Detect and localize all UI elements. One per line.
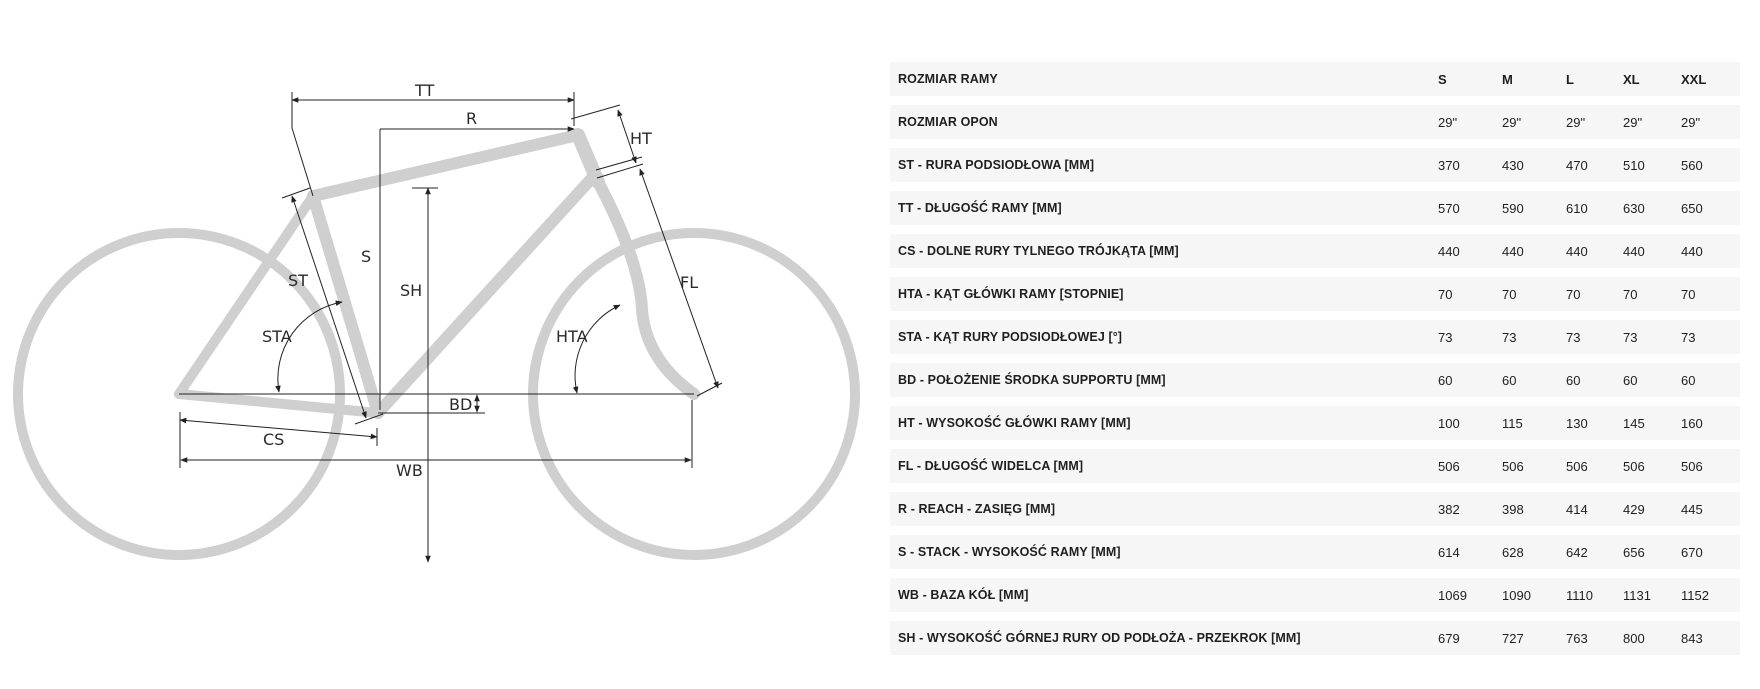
row-value: 763	[1566, 621, 1623, 655]
row-value: 506	[1681, 449, 1740, 483]
row-value: 73	[1438, 320, 1502, 354]
table-row	[890, 320, 1740, 354]
row-value: 73	[1566, 320, 1623, 354]
label-bd: BD	[449, 395, 473, 414]
frame	[179, 135, 694, 413]
label-tt: TT	[415, 81, 435, 100]
table-row	[890, 621, 1740, 655]
table-row	[890, 148, 1740, 182]
row-param-label: R - REACH - ZASIĘG [MM]	[890, 492, 1438, 526]
row-value: 130	[1566, 406, 1623, 440]
header-param: ROZMIAR RAMY	[890, 62, 1438, 96]
row-value: 630	[1623, 191, 1681, 225]
row-value: 60	[1681, 363, 1740, 397]
row-value: 60	[1502, 363, 1566, 397]
row-value: 440	[1566, 234, 1623, 268]
table-row	[890, 449, 1740, 483]
row-value: 29"	[1623, 105, 1681, 139]
label-cs: CS	[263, 430, 285, 449]
row-value: 843	[1681, 621, 1740, 655]
row-value: 70	[1438, 277, 1502, 311]
row-value: 642	[1566, 535, 1623, 569]
seatstay	[179, 196, 313, 394]
table-row	[890, 578, 1740, 612]
row-value: 727	[1502, 621, 1566, 655]
row-value: 1069	[1438, 578, 1502, 612]
row-value: 70	[1681, 277, 1740, 311]
row-value: 145	[1623, 406, 1681, 440]
label-s: S	[361, 247, 372, 266]
header-size-l: L	[1566, 62, 1623, 96]
top-tube	[313, 135, 578, 196]
row-value: 1090	[1502, 578, 1566, 612]
row-value: 506	[1438, 449, 1502, 483]
table-row	[890, 277, 1740, 311]
row-value: 73	[1502, 320, 1566, 354]
row-value: 60	[1623, 363, 1681, 397]
label-sta: STA	[262, 327, 292, 346]
row-param-label: ROZMIAR OPON	[890, 105, 1438, 139]
label-st: ST	[288, 271, 308, 290]
row-value: 29"	[1502, 105, 1566, 139]
row-param-label: BD - POŁOŻENIE ŚRODKA SUPPORTU [MM]	[890, 363, 1438, 397]
header-size-xxl: XXL	[1681, 62, 1740, 96]
row-param-label: TT - DŁUGOŚĆ RAMY [MM]	[890, 191, 1438, 225]
row-value: 1110	[1566, 578, 1623, 612]
header-size-s: S	[1438, 62, 1502, 96]
table-row	[890, 535, 1740, 569]
header-size-m: M	[1502, 62, 1566, 96]
geometry-table	[890, 53, 1740, 664]
row-value: 60	[1438, 363, 1502, 397]
row-param-label: S - STACK - WYSOKOŚĆ RAMY [MM]	[890, 535, 1438, 569]
row-value: 398	[1502, 492, 1566, 526]
row-value: 430	[1502, 148, 1566, 182]
row-value: 115	[1502, 406, 1566, 440]
row-value: 570	[1438, 191, 1502, 225]
row-value: 29"	[1438, 105, 1502, 139]
row-value: 414	[1566, 492, 1623, 526]
table-row	[890, 363, 1740, 397]
row-param-label: STA - KĄT RURY PODSIODŁOWEJ [°]	[890, 320, 1438, 354]
chainstay	[179, 394, 378, 413]
label-sh: SH	[400, 281, 423, 300]
label-ht: HT	[630, 129, 652, 148]
table-row	[890, 492, 1740, 526]
label-hta: HTA	[556, 327, 588, 346]
row-value: 510	[1623, 148, 1681, 182]
table-row	[890, 105, 1740, 139]
label-wb: WB	[396, 461, 423, 480]
row-value: 614	[1438, 535, 1502, 569]
row-value: 382	[1438, 492, 1502, 526]
row-value: 679	[1438, 621, 1502, 655]
row-value: 73	[1623, 320, 1681, 354]
row-value: 29"	[1566, 105, 1623, 139]
table-row	[890, 406, 1740, 440]
row-value: 610	[1566, 191, 1623, 225]
row-param-label: SH - WYSOKOŚĆ GÓRNEJ RURY OD PODŁOŻA - PRZEKROK [MM]	[890, 621, 1438, 655]
row-value: 70	[1502, 277, 1566, 311]
row-param-label: WB - BAZA KÓŁ [MM]	[890, 578, 1438, 612]
label-fl: FL	[680, 273, 699, 292]
row-value: 506	[1502, 449, 1566, 483]
row-value: 506	[1623, 449, 1681, 483]
row-value: 670	[1681, 535, 1740, 569]
row-value: 60	[1566, 363, 1623, 397]
row-value: 100	[1438, 406, 1502, 440]
row-value: 160	[1681, 406, 1740, 440]
row-value: 73	[1681, 320, 1740, 354]
row-value: 470	[1566, 148, 1623, 182]
row-value: 560	[1681, 148, 1740, 182]
row-value: 650	[1681, 191, 1740, 225]
row-param-label: CS - DOLNE RURY TYLNEGO TRÓJKĄTA [MM]	[890, 234, 1438, 268]
table-row	[890, 191, 1740, 225]
row-param-label: ST - RURA PODSIODŁOWA [MM]	[890, 148, 1438, 182]
seat-tube	[313, 196, 378, 413]
row-value: 590	[1502, 191, 1566, 225]
row-value: 70	[1566, 277, 1623, 311]
row-value: 800	[1623, 621, 1681, 655]
row-value: 429	[1623, 492, 1681, 526]
table-header-row	[890, 62, 1740, 96]
table-row	[890, 234, 1740, 268]
row-value: 370	[1438, 148, 1502, 182]
label-r: R	[466, 109, 478, 128]
row-value: 628	[1502, 535, 1566, 569]
row-param-label: HTA - KĄT GŁÓWKI RAMY [STOPNIE]	[890, 277, 1438, 311]
row-value: 445	[1681, 492, 1740, 526]
row-value: 506	[1566, 449, 1623, 483]
row-value: 1152	[1681, 578, 1740, 612]
row-value: 440	[1502, 234, 1566, 268]
row-value: 1131	[1623, 578, 1681, 612]
header-size-xl: XL	[1623, 62, 1681, 96]
row-value: 29"	[1681, 105, 1740, 139]
row-value: 70	[1623, 277, 1681, 311]
row-param-label: FL - DŁUGOŚĆ WIDELCA [MM]	[890, 449, 1438, 483]
row-param-label: HT - WYSOKOŚĆ GŁÓWKI RAMY [MM]	[890, 406, 1438, 440]
row-value: 440	[1438, 234, 1502, 268]
row-value: 440	[1681, 234, 1740, 268]
row-value: 656	[1623, 535, 1681, 569]
row-value: 440	[1623, 234, 1681, 268]
